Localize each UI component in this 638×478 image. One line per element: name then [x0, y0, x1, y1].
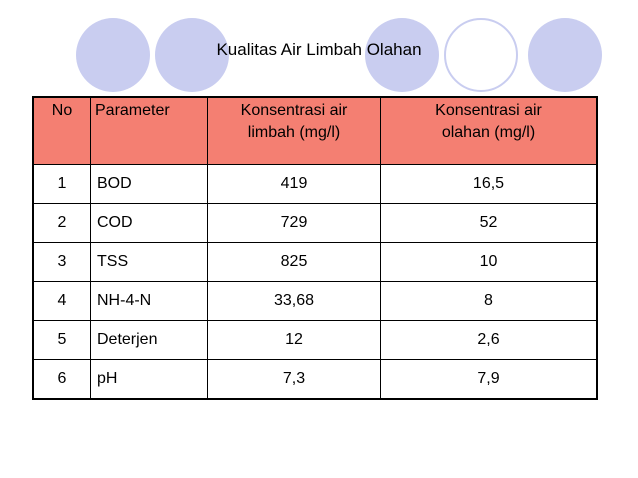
cell-treated: 8: [381, 282, 598, 321]
cell-no: 5: [33, 321, 91, 360]
cell-treated: 16,5: [381, 165, 598, 204]
cell-raw: 825: [208, 243, 381, 282]
cell-parameter: BOD: [91, 165, 208, 204]
header-raw-concentration: [208, 97, 381, 165]
cell-treated: 7,9: [381, 360, 598, 400]
cell-no: 6: [33, 360, 91, 400]
water-quality-table: [32, 96, 598, 400]
table-row: [33, 282, 597, 321]
table-row: [33, 243, 597, 282]
header-raw-line1: Konsentrasi air: [240, 102, 348, 119]
header-no: No: [33, 97, 91, 165]
cell-raw: 12: [208, 321, 381, 360]
cell-treated: 2,6: [381, 321, 598, 360]
header-raw-line2: limbah (mg/l): [247, 124, 341, 141]
cell-raw: 33,68: [208, 282, 381, 321]
cell-no: 3: [33, 243, 91, 282]
cell-treated: 10: [381, 243, 598, 282]
header-treated-concentration: [381, 97, 598, 165]
slide-title: Kualitas Air Limbah Olahan: [216, 40, 422, 59]
table-row: [33, 321, 597, 360]
cell-no: 4: [33, 282, 91, 321]
cell-raw: 7,3: [208, 360, 381, 400]
cell-no: 1: [33, 165, 91, 204]
table-row: [33, 360, 597, 400]
table-row: [33, 204, 597, 243]
header-treated-line1: Konsentrasi air: [435, 102, 542, 119]
cell-parameter: pH: [91, 360, 208, 400]
cell-treated: 52: [381, 204, 598, 243]
cell-parameter: COD: [91, 204, 208, 243]
header-treated-line2: olahan (mg/l): [441, 124, 536, 141]
cell-no: 2: [33, 204, 91, 243]
cell-raw: 729: [208, 204, 381, 243]
cell-raw: 419: [208, 165, 381, 204]
cell-parameter: Deterjen: [91, 321, 208, 360]
table-header-row: [33, 97, 597, 165]
header-parameter: Parameter: [91, 97, 208, 165]
cell-parameter: TSS: [91, 243, 208, 282]
cell-parameter: NH-4-N: [91, 282, 208, 321]
table-row: [33, 165, 597, 204]
